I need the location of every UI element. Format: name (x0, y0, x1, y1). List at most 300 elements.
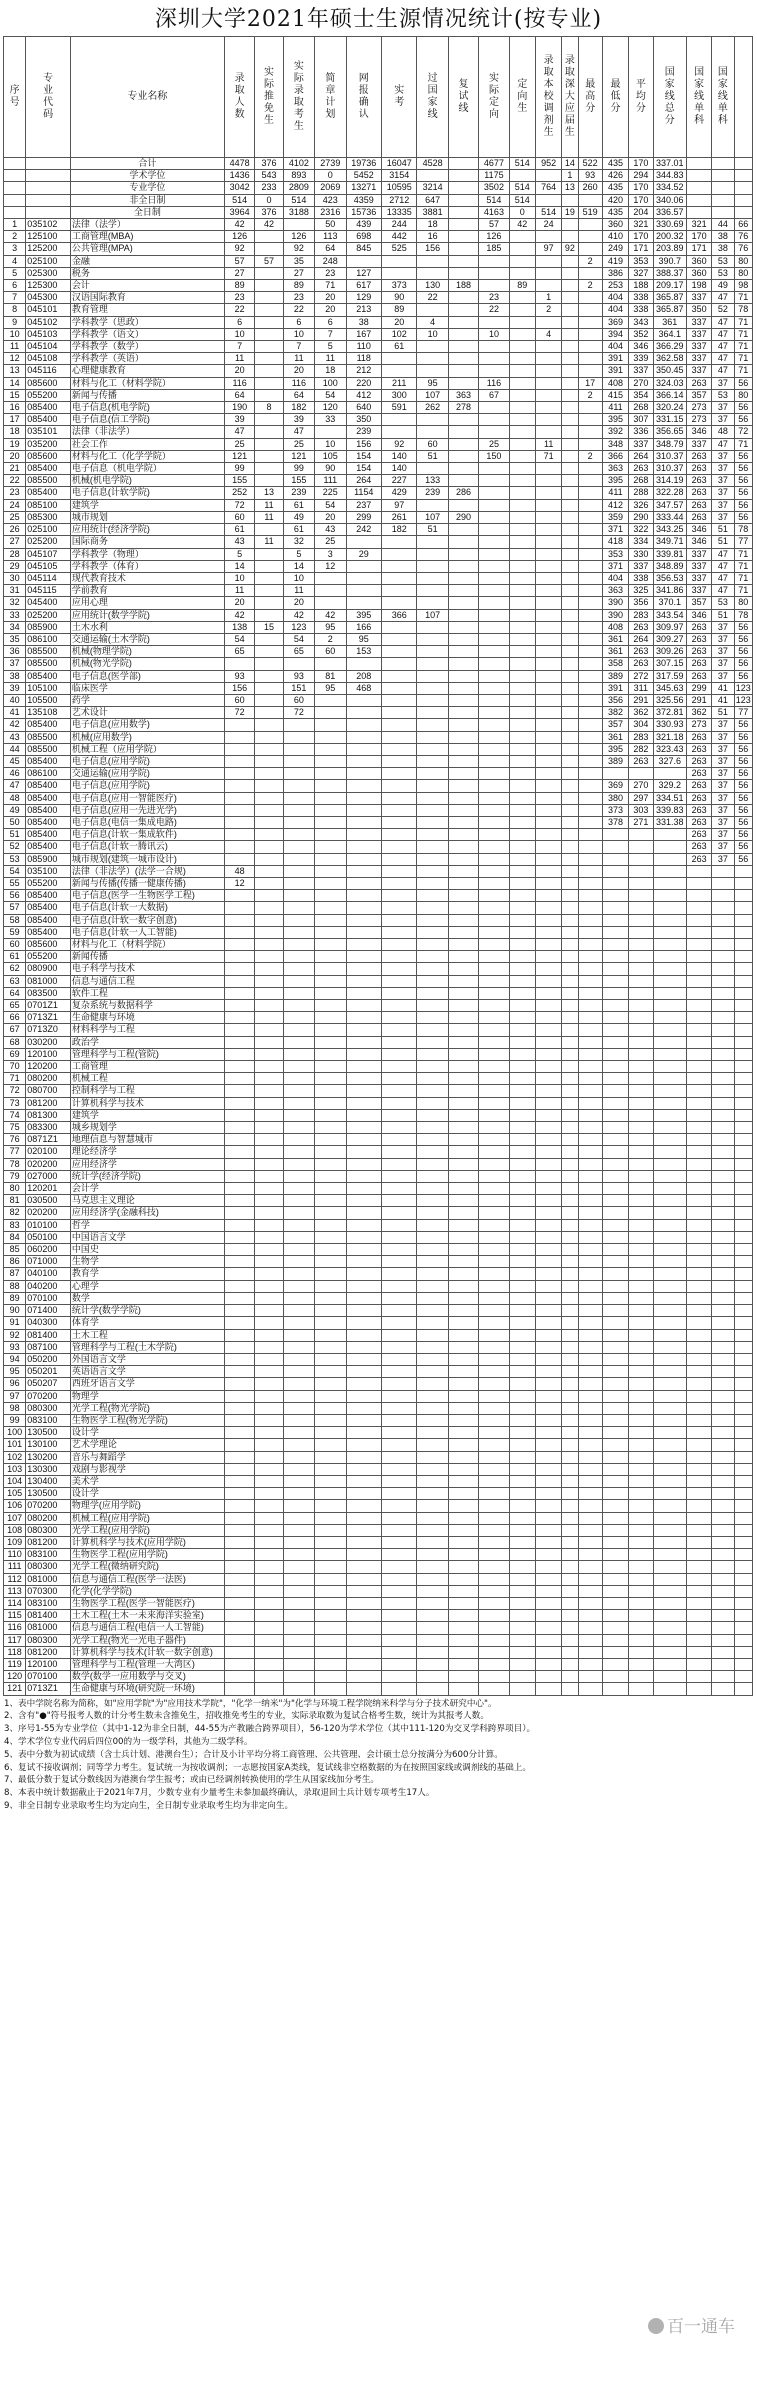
table-cell: 56 (734, 658, 752, 670)
table-cell (535, 487, 561, 499)
table-cell (224, 1073, 254, 1085)
table-cell: 272 (629, 670, 653, 682)
table-cell (602, 1573, 628, 1585)
table-cell (734, 1475, 752, 1487)
table-row (4, 1341, 753, 1353)
table-cell (734, 1244, 752, 1256)
table-cell (734, 1134, 752, 1146)
table-cell: 952 (535, 158, 561, 170)
table-cell (562, 1244, 578, 1256)
table-cell: 129 (346, 292, 381, 304)
table-cell (535, 1329, 561, 1341)
table-cell: 4528 (417, 158, 448, 170)
row-index: 54 (4, 865, 26, 877)
table-cell: 352 (629, 328, 653, 340)
table-cell (283, 1097, 314, 1109)
table-cell (509, 1146, 535, 1158)
table-cell (509, 1134, 535, 1146)
table-cell: 41 (712, 694, 734, 706)
table-cell (4, 206, 26, 218)
table-cell (629, 1341, 653, 1353)
table-row (4, 1207, 753, 1219)
table-cell (578, 1012, 602, 1024)
table-cell (479, 1280, 509, 1292)
table-cell: 23 (283, 292, 314, 304)
table-cell (381, 816, 416, 828)
table-cell (578, 1646, 602, 1658)
table-cell (255, 1414, 283, 1426)
table-cell (448, 963, 478, 975)
table-cell (602, 1024, 628, 1036)
table-cell: 327.6 (653, 755, 686, 767)
program-name: 政治学 (70, 1036, 224, 1048)
table-cell (448, 1256, 478, 1268)
table-cell (578, 1585, 602, 1597)
table-cell (629, 926, 653, 938)
table-row (4, 963, 753, 975)
table-cell (255, 902, 283, 914)
table-cell (479, 890, 509, 902)
table-cell (417, 1256, 448, 1268)
table-cell (255, 1671, 283, 1683)
table-cell (224, 1488, 254, 1500)
table-cell (562, 1500, 578, 1512)
table-cell (535, 1097, 561, 1109)
table-cell (629, 1073, 653, 1085)
table-cell (629, 1549, 653, 1561)
table-cell (509, 1536, 535, 1548)
table-cell (346, 1341, 381, 1353)
table-cell (535, 987, 561, 999)
table-row (4, 1524, 753, 1536)
program-name: 电子信息(应用数学) (70, 719, 224, 731)
table-cell (734, 1207, 752, 1219)
table-cell: 263 (629, 646, 653, 658)
table-cell (686, 1573, 711, 1585)
table-cell (346, 1097, 381, 1109)
table-row (4, 1317, 753, 1329)
table-cell: 356.65 (653, 426, 686, 438)
table-cell (509, 1439, 535, 1451)
table-cell (535, 1292, 561, 1304)
table-cell (448, 158, 478, 170)
table-cell (224, 1646, 254, 1658)
table-cell (224, 1439, 254, 1451)
table-cell (562, 1183, 578, 1195)
table-cell (224, 1256, 254, 1268)
table-row (4, 1012, 753, 1024)
row-index: 101 (4, 1439, 26, 1451)
table-cell (283, 1500, 314, 1512)
table-cell (4, 158, 26, 170)
table-cell (578, 1634, 602, 1646)
table-cell (578, 585, 602, 597)
table-cell (686, 1658, 711, 1670)
table-cell (562, 1524, 578, 1536)
table-cell (381, 1378, 416, 1390)
table-cell: 299 (686, 682, 711, 694)
row-index: 42 (4, 719, 26, 731)
table-cell (578, 475, 602, 487)
footnote: 6、复试不接收调剂；同等学力考生。复试统一为按收调剂；一志愿按国家A类线，复试线非空格数据的为在按照国家线或调剂线的基础上。 (4, 1762, 531, 1773)
table-cell: 47 (712, 316, 734, 328)
table-cell (255, 1475, 283, 1487)
table-row (4, 804, 753, 816)
program-code: 035200 (26, 438, 71, 450)
col-header-passed-national: 过国家线 (417, 37, 448, 158)
row-index: 75 (4, 1122, 26, 1134)
program-name: 设计学 (70, 1488, 224, 1500)
table-cell (509, 1109, 535, 1121)
table-cell: 366 (381, 609, 416, 621)
table-cell (712, 865, 734, 877)
table-row (4, 658, 753, 670)
table-cell (346, 1622, 381, 1634)
program-name: 英语语言文学 (70, 1366, 224, 1378)
table-cell (255, 890, 283, 902)
table-cell: 244 (381, 219, 416, 231)
table-cell (283, 816, 314, 828)
table-cell: 339.81 (653, 548, 686, 560)
table-cell (255, 1024, 283, 1036)
table-cell (734, 1280, 752, 1292)
table-cell: 237 (346, 499, 381, 511)
row-index: 47 (4, 780, 26, 792)
table-cell: 22 (479, 304, 509, 316)
table-cell (224, 1219, 254, 1231)
table-cell (448, 633, 478, 645)
table-cell: 7 (315, 328, 346, 340)
table-cell (653, 1549, 686, 1561)
table-cell (283, 1475, 314, 1487)
table-cell (602, 1158, 628, 1170)
table-row (4, 304, 753, 316)
table-row (4, 853, 753, 865)
table-cell: 80 (734, 389, 752, 401)
table-cell (224, 1000, 254, 1012)
table-cell (686, 1561, 711, 1573)
table-cell (381, 963, 416, 975)
table-cell (315, 1585, 346, 1597)
table-cell: 156 (417, 243, 448, 255)
table-cell (578, 1524, 602, 1536)
table-cell: 56 (734, 377, 752, 389)
table-cell (629, 1048, 653, 1060)
table-cell: 337 (686, 560, 711, 572)
table-cell (712, 1414, 734, 1426)
table-cell (509, 1329, 535, 1341)
table-cell: 358 (602, 658, 628, 670)
table-cell (346, 1170, 381, 1182)
table-cell: 42 (315, 609, 346, 621)
table-cell (381, 536, 416, 548)
table-cell (417, 1024, 448, 1036)
program-name: 土木水利 (70, 621, 224, 633)
table-cell: 61 (381, 341, 416, 353)
table-cell: 514 (509, 158, 535, 170)
table-cell (734, 1573, 752, 1585)
program-code: 045300 (26, 292, 71, 304)
table-cell (562, 1109, 578, 1121)
table-cell: 330.93 (653, 719, 686, 731)
table-cell: 37 (712, 658, 734, 670)
table-cell (346, 877, 381, 889)
program-name: 光学工程(物光学院) (70, 1402, 224, 1414)
table-cell (346, 1207, 381, 1219)
table-cell (448, 1244, 478, 1256)
table-cell: 337 (629, 438, 653, 450)
table-cell (315, 841, 346, 853)
table-cell (535, 1231, 561, 1243)
table-cell (629, 1305, 653, 1317)
table-cell (224, 1390, 254, 1402)
table-cell (712, 1573, 734, 1585)
table-cell (224, 1671, 254, 1683)
table-cell (734, 975, 752, 987)
table-cell (479, 646, 509, 658)
table-cell: 404 (602, 341, 628, 353)
table-cell (562, 328, 578, 340)
table-cell (535, 365, 561, 377)
table-cell (283, 926, 314, 938)
table-cell (578, 597, 602, 609)
table-cell (283, 1378, 314, 1390)
table-cell: 0 (315, 170, 346, 182)
table-cell: 37 (712, 377, 734, 389)
table-cell (509, 1219, 535, 1231)
table-cell (448, 316, 478, 328)
table-cell (224, 1512, 254, 1524)
table-cell (479, 1170, 509, 1182)
program-name: 音乐与舞蹈学 (70, 1451, 224, 1463)
table-cell (734, 987, 752, 999)
table-cell: 360 (686, 255, 711, 267)
table-cell: 37 (712, 450, 734, 462)
table-cell (346, 890, 381, 902)
row-index: 60 (4, 939, 26, 951)
table-cell (417, 1378, 448, 1390)
table-cell (283, 1329, 314, 1341)
row-index: 97 (4, 1390, 26, 1402)
table-cell: 514 (509, 182, 535, 194)
table-cell (562, 1073, 578, 1085)
table-cell (417, 1610, 448, 1622)
table-cell (448, 170, 478, 182)
table-cell (509, 865, 535, 877)
table-cell (448, 1231, 478, 1243)
table-cell (734, 1366, 752, 1378)
row-index: 111 (4, 1561, 26, 1573)
table-cell (224, 951, 254, 963)
table-cell (255, 414, 283, 426)
row-index: 70 (4, 1061, 26, 1073)
table-cell (255, 1085, 283, 1097)
table-cell: 99 (283, 463, 314, 475)
table-cell (602, 1061, 628, 1073)
table-cell (686, 194, 711, 206)
table-cell (562, 536, 578, 548)
table-cell: 330.69 (653, 219, 686, 231)
table-cell (479, 426, 509, 438)
table-cell (562, 1012, 578, 1024)
table-cell (629, 1146, 653, 1158)
table-cell (381, 926, 416, 938)
table-cell (734, 1329, 752, 1341)
table-row (4, 1549, 753, 1561)
table-cell (283, 1646, 314, 1658)
table-cell (562, 267, 578, 279)
table-cell (602, 1463, 628, 1475)
table-cell (712, 1378, 734, 1390)
table-cell (562, 1658, 578, 1670)
table-cell (448, 1073, 478, 1085)
table-cell (653, 1183, 686, 1195)
table-cell (255, 1268, 283, 1280)
table-cell: 371 (602, 524, 628, 536)
table-cell (712, 1085, 734, 1097)
table-cell (283, 731, 314, 743)
table-cell (448, 853, 478, 865)
footnote: 2、含有"●"符号报考人数的计分考生数未含推免生，招收推免考生的专业，实际录取数为复试合格考生数，统计为其报考人数。 (4, 1711, 489, 1722)
row-index: 57 (4, 902, 26, 914)
table-cell (448, 1036, 478, 1048)
table-cell (602, 1366, 628, 1378)
row-index: 58 (4, 914, 26, 926)
table-cell (734, 1122, 752, 1134)
table-cell (653, 1634, 686, 1646)
table-cell: 107 (417, 511, 448, 523)
program-name: 土木工程(土木一未来海洋实验室) (70, 1610, 224, 1622)
table-cell (381, 633, 416, 645)
table-cell (381, 1683, 416, 1695)
table-cell (535, 939, 561, 951)
table-cell (346, 1561, 381, 1573)
row-index: 95 (4, 1366, 26, 1378)
table-cell (315, 780, 346, 792)
table-cell (734, 1085, 752, 1097)
table-cell (255, 987, 283, 999)
table-cell (448, 731, 478, 743)
program-code: 071400 (26, 1305, 71, 1317)
table-cell (479, 731, 509, 743)
table-cell (509, 414, 535, 426)
table-cell (255, 1646, 283, 1658)
table-cell: 57 (479, 219, 509, 231)
table-cell: 23 (479, 292, 509, 304)
program-name: 艺术学理论 (70, 1439, 224, 1451)
table-cell (686, 1036, 711, 1048)
table-cell (562, 633, 578, 645)
program-name: 中国史 (70, 1244, 224, 1256)
table-cell (686, 865, 711, 877)
table-cell (224, 1158, 254, 1170)
table-cell: 525 (381, 243, 416, 255)
table-cell (734, 1292, 752, 1304)
table-cell (535, 694, 561, 706)
table-cell (562, 877, 578, 889)
table-cell: 35 (283, 255, 314, 267)
table-cell (448, 1195, 478, 1207)
col-header-avg: 平均分 (629, 37, 653, 158)
row-index: 120 (4, 1671, 26, 1683)
table-cell (448, 243, 478, 255)
table-cell (381, 1585, 416, 1597)
program-name: 化学(化学学院) (70, 1585, 224, 1597)
table-cell (734, 939, 752, 951)
table-cell (509, 316, 535, 328)
program-code: 055200 (26, 951, 71, 963)
table-row (4, 487, 753, 499)
table-cell (315, 1170, 346, 1182)
table-cell (578, 1061, 602, 1073)
table-cell (712, 1244, 734, 1256)
table-cell (346, 1134, 381, 1146)
summary-label: 学术学位 (70, 170, 224, 182)
table-cell (578, 1500, 602, 1512)
table-cell (224, 1280, 254, 1292)
table-cell: 263 (686, 377, 711, 389)
table-cell (562, 402, 578, 414)
program-code: 030500 (26, 1195, 71, 1207)
table-cell (381, 670, 416, 682)
table-cell (509, 841, 535, 853)
table-row (4, 1427, 753, 1439)
table-cell (381, 1524, 416, 1536)
table-cell (535, 670, 561, 682)
program-name: 材料与化工（材料学院） (70, 377, 224, 389)
table-cell: 353 (602, 548, 628, 560)
table-cell (712, 1463, 734, 1475)
table-cell (602, 1073, 628, 1085)
table-cell (479, 1000, 509, 1012)
table-cell (562, 1195, 578, 1207)
table-cell: 337 (686, 572, 711, 584)
table-cell (578, 499, 602, 511)
table-cell (479, 1658, 509, 1670)
table-cell (315, 1292, 346, 1304)
table-row (4, 328, 753, 340)
table-cell (535, 1536, 561, 1548)
table-cell (535, 280, 561, 292)
table-cell (535, 1414, 561, 1426)
table-cell (479, 1158, 509, 1170)
table-cell (479, 1427, 509, 1439)
table-cell (509, 1451, 535, 1463)
program-name: 药学 (70, 694, 224, 706)
table-cell (255, 1451, 283, 1463)
table-cell (509, 816, 535, 828)
table-cell (417, 1244, 448, 1256)
table-cell (629, 1524, 653, 1536)
table-cell (535, 633, 561, 645)
table-cell (686, 1366, 711, 1378)
table-row (4, 438, 753, 450)
table-cell: 325.56 (653, 694, 686, 706)
table-cell: 12 (224, 877, 254, 889)
table-cell: 369 (602, 316, 628, 328)
table-cell (653, 1341, 686, 1353)
table-cell (509, 914, 535, 926)
table-cell: 263 (686, 755, 711, 767)
table-cell (283, 1280, 314, 1292)
table-cell (712, 1658, 734, 1670)
table-cell: 171 (686, 243, 711, 255)
table-row (4, 1073, 753, 1085)
table-cell (509, 1658, 535, 1670)
table-cell: 25 (479, 438, 509, 450)
table-row (4, 524, 753, 536)
table-cell (509, 890, 535, 902)
